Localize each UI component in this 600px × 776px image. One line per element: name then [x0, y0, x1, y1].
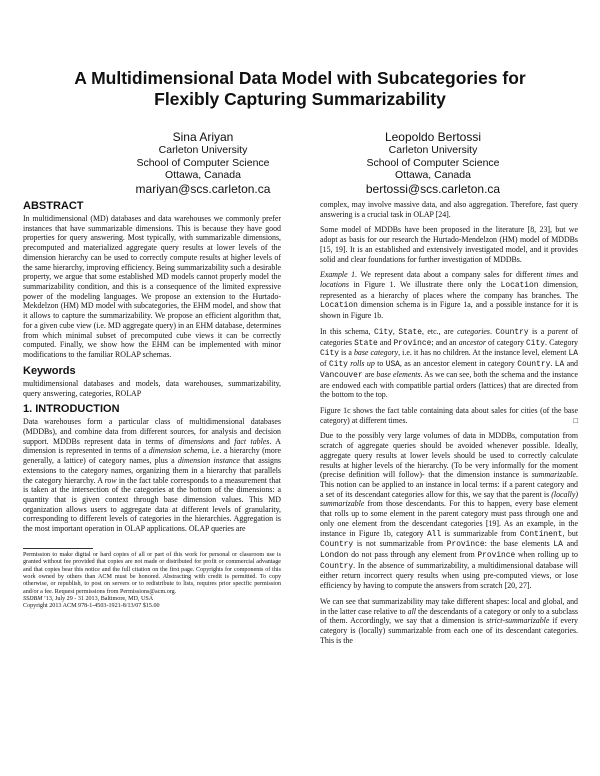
keywords-text: multidimensional databases and models, data warehouses, summarizability, query answering, categories, ROLAP [23, 378, 281, 398]
footnote-divider [23, 548, 93, 549]
author-email: bertossi@scs.carleton.ca [365, 181, 501, 196]
author-block-2 [318, 130, 548, 196]
summarizability-paragraph: Due to the possibly very large volumes of data in MDDBs, computation from scratch of aggregate queries should be avoided whenever possible. Ideally, aggregate query results at lower levels should be used to correctly calculate results at higher levels of the hierarchy. (To be very informally for the moment (precise definition will follow)- that the dimension instance is summarizable. This notion can be applied to an instance in local terms: if a parent category and a set of its descendant categories allow for this, we say that the parent is (locally) summarizable from those descendants. For this to happen, every base element that rolls up to some element in the parent category must pass through one and only one element from the descendant categories [19]. As an example, in the instance in Figure 1b, category All is summarizable from Continent, but Country is not summarizable from Province: the base elements LA and London do not pass through any element from Province when rolling up to Country. In the absence of summarizability, a multidimensional database will either return incorrect query results when using pre-computed views, or lose efficiency by having to compute the answers from scratch [20, 27]. [320, 431, 579, 591]
abstract-heading: ABSTRACT [23, 200, 84, 212]
author-department: School of Computer Science [136, 156, 270, 169]
qed-symbol: □ [573, 415, 578, 425]
introduction-heading: 1. INTRODUCTION [23, 403, 120, 416]
body-paragraph: complex, may involve massive data, and also aggregation. Therefore, fast query answering is a crucial task in OLAP [24]. [320, 200, 578, 219]
author-email: mariyan@scs.carleton.ca [135, 181, 271, 196]
author-block-1 [88, 130, 318, 196]
right-column [320, 200, 578, 651]
left-column [23, 200, 281, 611]
author-name: Sina Ariyan [172, 130, 234, 144]
keywords-heading: Keywords [23, 364, 76, 377]
paper-title: A Multidimensional Data Model with Subcategories for Flexibly Capturing Summarizability [74, 68, 526, 109]
author-department: School of Computer Science [366, 156, 500, 169]
author-affiliation: Carleton University [388, 144, 478, 156]
introduction-paragraph: Data warehouses form a particular class of multidimensional databases (MDDBs), and combine data from different sources, for analysis and decision support. MDDBs represent data in terms of dimensions and fact tables. A dimension is represented in terms of a dimension schema, i.e. a hierarchy (more generally, a lattice) of category names, plus a dimension instance that assigns extensions to the category names, organizing them in a hierarchy that parallels the category hierarchy. A row in the fact table corresponds to a measurement that is taken at the intersection of the categories at the bottom of the dimensions: a quantity that is given context through base dimension values. This MD organization allows users to aggregate data at different levels of granularity, corresponding to different levels of categories in the hierarchies. Aggregation is the most important operation in OLAP applications. OLAP queries are [23, 417, 282, 534]
author-affiliation: Carleton University [158, 144, 248, 156]
local-global-paragraph: We can see that summarizability may take different shapes: local and global, and in the latter case relative to all the descendants of a category or only to a subclass of them. Accordingly, we say that a dimension is strict-summarizable if every category is (locally) summarizable from each one of its descendant categories. This is the [320, 596, 578, 645]
author-name: Leopoldo Bertossi [384, 130, 482, 144]
example-paragraph: Example 1. We represent data about a company sales for different times and locations in Figure 1. We illustrate there only the Location dimension, represented as a hierarchy of places where the company has branches. The Location dimension schema is in Figure 1a, and a possible instance for it is shown in Figure 1b. [320, 270, 578, 321]
author-location: Ottawa, Canada [395, 169, 471, 181]
figure-reference-paragraph: Figure 1c shows the fact table containing data about sales for cities (of the base category) at different times. □ [320, 405, 578, 425]
body-paragraph: Some model of MDDBs have been proposed in the literature [8, 23], but we adopt as basis for our research the Hurtado-Mendelzon (HM) model of MDDBs [15, 19]. It is an established and extensively investigated model, and it provides solid and clear foundations for further investigation of MDDBs. [320, 225, 578, 264]
schema-paragraph: In this schema, City, State, etc., are categories. Country is a parent of categories State and Province; and an ancestor of category City. Category City is a base category, i.e. it has no children. At the instance level, element LA of City rolls up to USA, as an ancestor element in category Country. LA and Vancouver are base elements. As we can see, both the schema and the instance are endowed each with compatible partial orders (lattices) that are directed from the bottom to the top. [320, 326, 579, 400]
author-location: Ottawa, Canada [165, 169, 241, 181]
abstract-text: In multidimensional (MD) databases and data warehouses we commonly prefer instances that have summarizable dimensions. This is because they have good properties for query answering. Most typically, with summarizable dimensions, precomputed and materialized aggregate query results at lower levels of the dimension hierarchy can be used to correctly compute results at higher levels of the same hierarchy, improving efficiency. Being summarizability such a desirable property, we argue that some established MD models cannot properly model the summarizability condition, and this is a consequence of the limited expressive power of the modeling languages. We propose an extension to the Hurtado-Mekdelzon (HM) MD model with subcategories, the EHM model, and show that it allows to capture the summarizability. We propose an efficient algorithm that, for a given cube view (i.e. MD aggregate query) in an EHM database, determines from which minimal subset of precomputed cube views it can be correctly computed. Finally, we show how the EHM can be implemented with minor modifications to the familiar ROLAP schemas. [23, 214, 281, 360]
footnote-permission-notice: Permission to make digital or hard copies of all or part of this work for personal or classroom use is granted without fee provided that copies are not made or distributed for profit or commercial advantage and that copies bear this notice and the full citation on the first page. Copyrights for components of this work owned by others than ACM must be honored. Abstracting with credit is permitted. To copy otherwise, or republish, to post on servers or to redistribute to lists, requires prior specific permission and/or a fee. Request permissions from Permissions@acm.org. SSDBM ’13, July 29 - 31 2013, Baltimore, MD, USA Copyright 2013 ACM 978-1-4503-1921-8/13/07 $15.00 [23, 551, 281, 610]
